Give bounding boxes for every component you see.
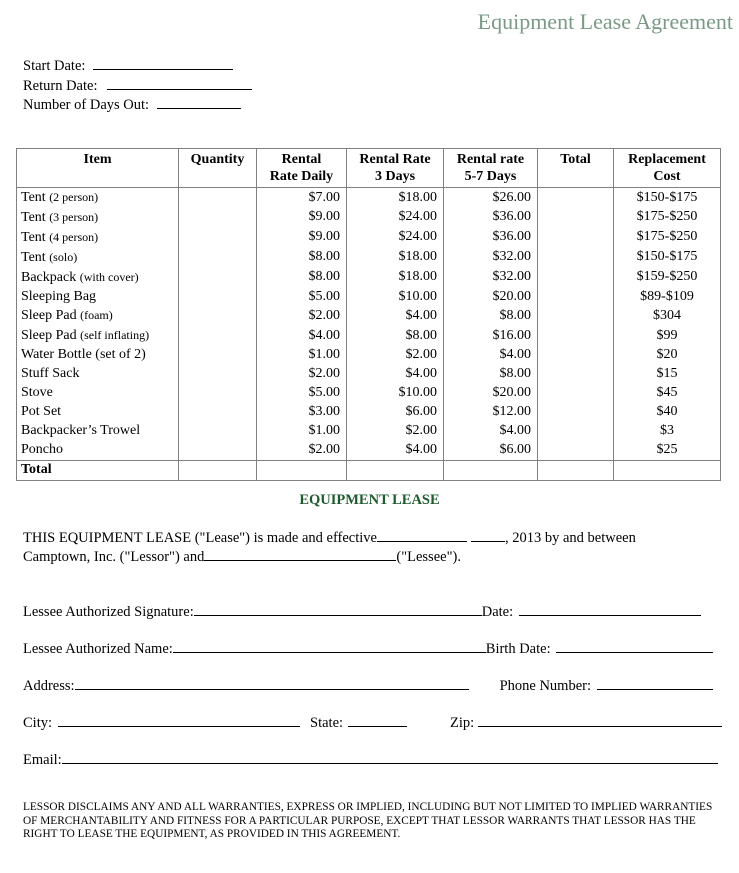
return-date-label: Return Date: — [23, 77, 98, 94]
total-row-cell — [614, 460, 721, 480]
rate-daily-cell: $5.00 — [257, 384, 347, 403]
rate-daily-cell: $3.00 — [257, 403, 347, 422]
rate-daily-cell: $2.00 — [257, 365, 347, 384]
item-cell — [17, 422, 179, 441]
item-name: Tent — [21, 229, 46, 245]
rate-daily-cell: $9.00 — [257, 208, 347, 228]
item-name: Stove — [21, 385, 53, 401]
rate-5-7-days-cell: $12.00 — [444, 403, 538, 422]
item-cell — [17, 268, 179, 288]
item-name: Stuff Sack — [21, 366, 80, 382]
address-blank[interactable] — [75, 676, 469, 690]
item-name: Backpacker’s Trowel — [21, 422, 141, 438]
table-row — [17, 208, 721, 228]
item-name: Pot Set — [21, 403, 62, 419]
item-name: Sleeping Bag — [21, 288, 97, 304]
effective-date-blank[interactable] — [377, 528, 467, 542]
phone-label: Phone Number: — [499, 678, 591, 694]
city-label: City: — [23, 715, 53, 731]
table-row — [17, 188, 721, 208]
days-out-label: Number of Days Out: — [23, 97, 150, 114]
lease-line-2-start: Camptown, Inc. ("Lessor") and — [23, 549, 205, 565]
address-row — [23, 676, 713, 695]
total-row-cell — [347, 460, 444, 480]
rate-3-days-cell: $10.00 — [347, 384, 444, 403]
lease-line-2 — [23, 547, 723, 566]
total-cell[interactable] — [538, 384, 614, 403]
rate-daily-cell: $5.00 — [257, 288, 347, 307]
equipment-table — [16, 148, 721, 481]
table-header-row — [17, 149, 721, 188]
item-cell — [17, 208, 179, 228]
date-label: Date: — [481, 604, 514, 620]
replacement-cost-cell: $150-$175 — [614, 188, 721, 208]
signature-blank[interactable] — [194, 602, 482, 616]
start-date-row — [23, 56, 252, 76]
state-label: State: — [310, 715, 344, 731]
table-row — [17, 441, 721, 460]
quantity-cell[interactable] — [179, 188, 257, 208]
header-rate-daily: Rental Rate Daily — [257, 149, 347, 188]
header-replacement-cost: Replacement Cost — [614, 149, 721, 188]
table-row — [17, 422, 721, 441]
quantity-cell[interactable] — [179, 248, 257, 268]
total-label: Total — [17, 460, 179, 480]
table-row — [17, 403, 721, 422]
item-note: (2 person) — [49, 190, 99, 204]
header-rate-5-7-days: Rental rate 5-7 Days — [444, 149, 538, 188]
disclaimer: LESSOR DISCLAIMS ANY AND ALL WARRANTIES, EXPRESS OR IMPLIED, INCLUDING BUT NOT LIMITED TO IMPLIED WARRANTIES OF MERCHANTABILITY AND FITNESS FOR A PARTICULAR PURPOSE, EXCEPT THAT LESSOR WARRANTS THAT LESSOR HAS THE RIGHT TO LEASE THE EQUIPMENT, AS PROVIDED IN THIS AGREEMENT. — [23, 801, 713, 841]
replacement-cost-cell: $45 — [614, 384, 721, 403]
table-row — [17, 288, 721, 307]
email-blank[interactable] — [62, 750, 718, 764]
replacement-cost-cell: $99 — [614, 326, 721, 346]
dates-section — [23, 56, 252, 115]
replacement-cost-cell: $175-$250 — [614, 228, 721, 248]
replacement-cost-cell: $25 — [614, 441, 721, 460]
rate-3-days-cell: $24.00 — [347, 228, 444, 248]
rate-3-days-cell: $8.00 — [347, 326, 444, 346]
quantity-cell[interactable] — [179, 422, 257, 441]
total-cell[interactable] — [538, 403, 614, 422]
item-name: Sleep Pad — [21, 328, 77, 344]
rate-5-7-days-cell: $26.00 — [444, 188, 538, 208]
date-blank[interactable] — [519, 602, 701, 616]
rate-5-7-days-cell: $36.00 — [444, 228, 538, 248]
lease-heading: EQUIPMENT LEASE — [299, 492, 440, 508]
quantity-cell[interactable] — [179, 403, 257, 422]
lease-paragraph — [23, 528, 723, 566]
zip-blank[interactable] — [478, 713, 722, 727]
item-name: Backpack — [21, 269, 77, 285]
total-cell[interactable] — [538, 288, 614, 307]
quantity-cell[interactable] — [179, 365, 257, 384]
item-cell — [17, 365, 179, 384]
rate-3-days-cell: $18.00 — [347, 188, 444, 208]
rate-3-days-cell: $10.00 — [347, 288, 444, 307]
header-item: Item — [17, 149, 179, 188]
rate-3-days-cell: $4.00 — [347, 306, 444, 326]
rate-5-7-days-cell: $36.00 — [444, 208, 538, 228]
quantity-cell[interactable] — [179, 326, 257, 346]
state-blank[interactable] — [348, 713, 407, 727]
replacement-cost-cell: $89-$109 — [614, 288, 721, 307]
rate-daily-cell: $8.00 — [257, 248, 347, 268]
item-cell — [17, 346, 179, 365]
name-blank[interactable] — [173, 639, 486, 653]
item-cell — [17, 228, 179, 248]
quantity-cell[interactable] — [179, 384, 257, 403]
total-row-cell — [444, 460, 538, 480]
item-note: (self inflating) — [80, 328, 150, 343]
return-date-row — [23, 76, 252, 96]
table-row — [17, 346, 721, 365]
table-row — [17, 306, 721, 326]
total-cell[interactable] — [538, 228, 614, 248]
item-cell — [17, 403, 179, 422]
rate-5-7-days-cell: $4.00 — [444, 346, 538, 365]
replacement-cost-cell: $15 — [614, 365, 721, 384]
item-name: Water Bottle (set of 2) — [21, 347, 146, 363]
rate-3-days-cell: $6.00 — [347, 403, 444, 422]
replacement-cost-cell: $159-$250 — [614, 268, 721, 288]
email-row — [23, 750, 718, 769]
days-out-blank[interactable] — [157, 95, 241, 109]
table-row — [17, 365, 721, 384]
rate-daily-cell: $2.00 — [257, 441, 347, 460]
table-body — [17, 188, 721, 481]
quantity-cell[interactable] — [179, 228, 257, 248]
address-label: Address: — [23, 678, 75, 694]
rate-3-days-cell: $4.00 — [347, 441, 444, 460]
quantity-cell[interactable] — [179, 441, 257, 460]
rate-3-days-cell: $18.00 — [347, 248, 444, 268]
total-cell[interactable] — [538, 365, 614, 384]
lease-line-2-end: ("Lessee"). — [396, 549, 461, 565]
rate-5-7-days-cell: $20.00 — [444, 288, 538, 307]
total-cell[interactable] — [538, 346, 614, 365]
rate-5-7-days-cell: $6.00 — [444, 441, 538, 460]
header-quantity: Quantity — [179, 149, 257, 188]
rate-5-7-days-cell: $4.00 — [444, 422, 538, 441]
item-cell — [17, 326, 179, 346]
city-blank[interactable] — [58, 713, 300, 727]
rate-5-7-days-cell: $16.00 — [444, 326, 538, 346]
item-note: (foam) — [80, 308, 113, 323]
days-out-row — [23, 95, 252, 115]
item-cell — [17, 441, 179, 460]
rate-5-7-days-cell: $20.00 — [444, 384, 538, 403]
rate-daily-cell: $8.00 — [257, 268, 347, 288]
lease-line-1 — [23, 528, 723, 547]
rate-daily-cell: $1.00 — [257, 346, 347, 365]
header-rate-3-days: Rental Rate 3 Days — [347, 149, 444, 188]
signature-label: Lessee Authorized Signature: — [23, 604, 194, 620]
rate-3-days-cell: $18.00 — [347, 268, 444, 288]
total-row-cell[interactable] — [538, 460, 614, 480]
name-row — [23, 639, 713, 658]
zip-label: Zip: — [450, 715, 475, 731]
total-cell[interactable] — [538, 208, 614, 228]
table-row — [17, 248, 721, 268]
quantity-cell[interactable] — [179, 346, 257, 365]
total-cell[interactable] — [538, 268, 614, 288]
total-cell[interactable] — [538, 248, 614, 268]
rate-5-7-days-cell: $8.00 — [444, 365, 538, 384]
quantity-cell[interactable] — [179, 208, 257, 228]
rate-3-days-cell: $2.00 — [347, 346, 444, 365]
item-cell — [17, 288, 179, 307]
item-name: Tent — [21, 249, 46, 265]
rate-3-days-cell: $24.00 — [347, 208, 444, 228]
birth-date-label: Birth Date: — [485, 641, 551, 657]
lease-line-1-start: THIS EQUIPMENT LEASE ("Lease") is made and effective — [23, 530, 377, 546]
start-date-label: Start Date: — [23, 58, 86, 74]
item-name: Tent — [21, 209, 46, 225]
item-name: Tent — [21, 190, 46, 205]
replacement-cost-cell: $40 — [614, 403, 721, 422]
item-name: Sleep Pad — [21, 308, 77, 324]
quantity-cell[interactable] — [179, 288, 257, 307]
table-row — [17, 268, 721, 288]
item-note: (with cover) — [79, 269, 139, 284]
table-row — [17, 326, 721, 346]
total-cell[interactable] — [538, 422, 614, 441]
table-row — [17, 384, 721, 403]
item-name: Poncho — [21, 441, 63, 457]
item-note: (solo) — [49, 249, 78, 264]
effective-day-blank[interactable] — [471, 528, 505, 542]
replacement-cost-cell: $150-$175 — [614, 248, 721, 268]
rate-3-days-cell: $2.00 — [347, 422, 444, 441]
rate-5-7-days-cell: $32.00 — [444, 248, 538, 268]
header-total: Total — [538, 149, 614, 188]
item-note: (4 person) — [49, 229, 99, 244]
rate-daily-cell: $9.00 — [257, 228, 347, 248]
replacement-cost-cell: $304 — [614, 306, 721, 326]
name-label: Lessee Authorized Name: — [23, 641, 173, 657]
replacement-cost-cell: $3 — [614, 422, 721, 441]
rate-daily-cell: $4.00 — [257, 326, 347, 346]
rate-daily-cell: $1.00 — [257, 422, 347, 441]
rate-daily-cell: $2.00 — [257, 306, 347, 326]
item-cell — [17, 306, 179, 326]
table-total-row — [17, 460, 721, 480]
rate-daily-cell: $7.00 — [257, 188, 347, 208]
start-date-blank[interactable] — [93, 56, 233, 70]
table-row — [17, 228, 721, 248]
replacement-cost-cell: $20 — [614, 346, 721, 365]
rate-5-7-days-cell: $8.00 — [444, 306, 538, 326]
item-cell — [17, 248, 179, 268]
lease-line-1-end: , 2013 by and between — [504, 530, 636, 546]
total-cell[interactable] — [538, 326, 614, 346]
email-label: Email: — [23, 752, 62, 768]
signature-row — [23, 602, 701, 621]
total-row-cell[interactable] — [179, 460, 257, 480]
total-cell[interactable] — [538, 441, 614, 460]
document-title: Equipment Lease Agreement — [477, 9, 733, 34]
lessee-name-blank[interactable] — [204, 547, 396, 561]
item-cell — [17, 384, 179, 403]
total-cell[interactable] — [538, 306, 614, 326]
rate-3-days-cell: $4.00 — [347, 365, 444, 384]
quantity-cell[interactable] — [179, 268, 257, 288]
phone-blank[interactable] — [597, 676, 713, 690]
return-date-blank[interactable] — [107, 76, 252, 90]
item-cell — [17, 188, 179, 208]
total-row-cell — [257, 460, 347, 480]
total-cell[interactable] — [538, 188, 614, 208]
quantity-cell[interactable] — [179, 306, 257, 326]
birth-date-blank[interactable] — [556, 639, 713, 653]
replacement-cost-cell: $175-$250 — [614, 208, 721, 228]
rate-5-7-days-cell: $32.00 — [444, 268, 538, 288]
city-row — [23, 713, 722, 732]
item-note: (3 person) — [49, 209, 99, 224]
